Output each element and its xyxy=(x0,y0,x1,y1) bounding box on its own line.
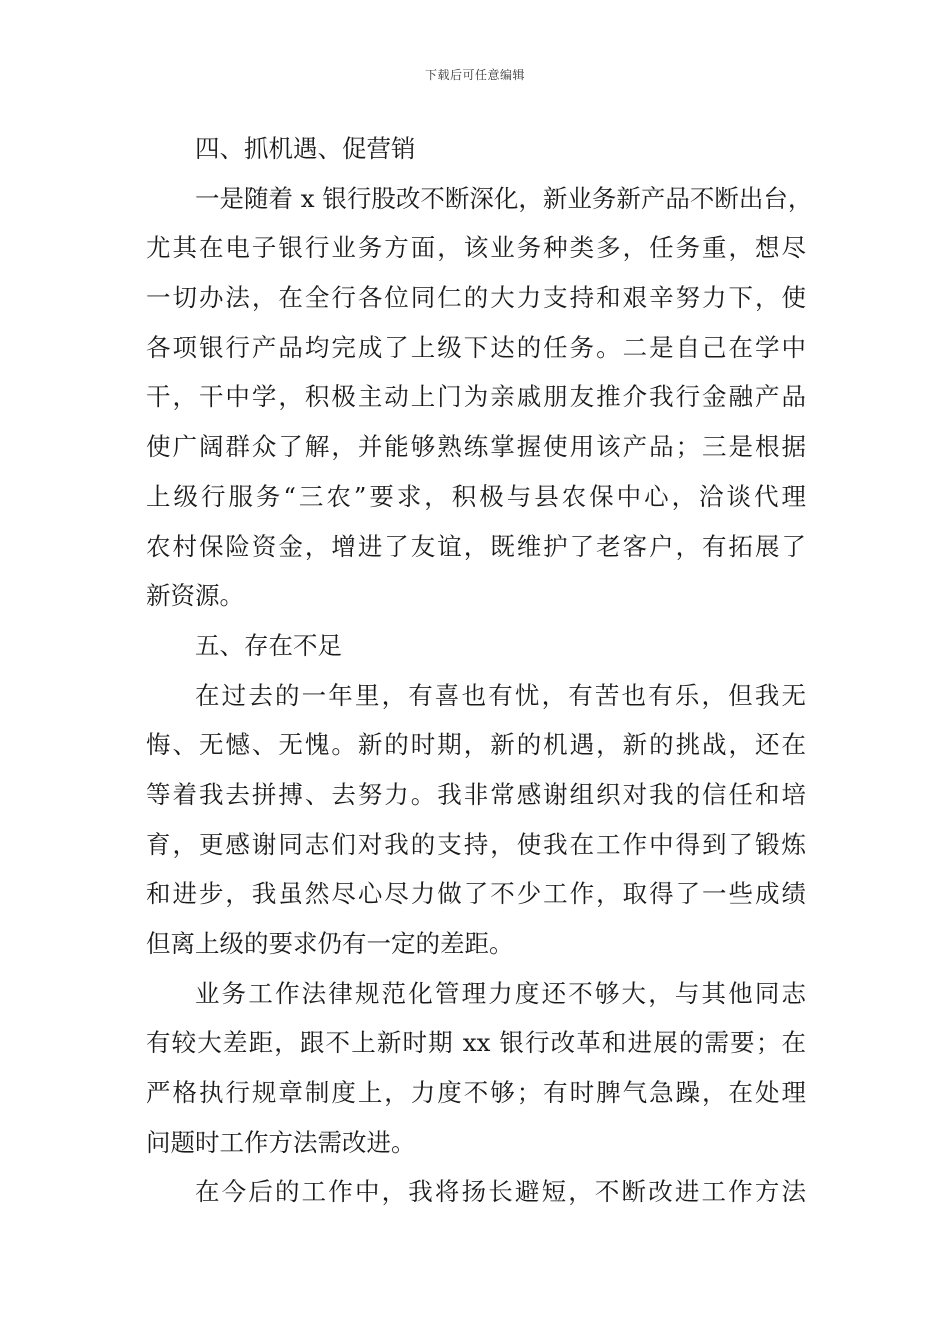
paragraph-line: 使广阔群众了解，并能够熟练掌握使用该产品；三是根据 xyxy=(146,432,806,462)
paragraph-line: 育，更感谢同志们对我的支持，使我在工作中得到了锻炼 xyxy=(146,829,806,859)
paragraph-line: 新资源。 xyxy=(146,581,244,611)
paragraph-line: 在过去的一年里，有喜也有忧，有苦也有乐，但我无 xyxy=(195,680,806,710)
section-heading-4: 四、抓机遇、促营销 xyxy=(195,134,416,163)
paragraph-line: 尤其在电子银行业务方面，该业务种类多，任务重，想尽 xyxy=(146,233,806,263)
document-body xyxy=(146,124,813,1217)
paragraph-line: 在今后的工作中，我将扬长避短，不断改进工作方法 xyxy=(195,1177,806,1207)
paragraph-line: 悔、无憾、无愧。新的时期，新的机遇，新的挑战，还在 xyxy=(146,730,806,760)
paragraph-line: 农村保险资金，增进了友谊，既维护了老客户，有拓展了 xyxy=(146,531,806,561)
paragraph-line: 但离上级的要求仍有一定的差距。 xyxy=(146,929,514,958)
paragraph-line: 和进步，我虽然尽心尽力做了不少工作，取得了一些成绩 xyxy=(146,879,806,909)
paragraph-line: 业务工作法律规范化管理力度还不够大，与其他同志 xyxy=(195,978,806,1008)
paragraph-line: 等着我去拼搏、去努力。我非常感谢组织对我的信任和培 xyxy=(146,779,806,809)
paragraph-line: 严格执行规章制度上，力度不够；有时脾气急躁，在处理 xyxy=(146,1078,806,1108)
paragraph-line: 干，干中学，积极主动上门为亲戚朋友推介我行金融产品 xyxy=(146,382,806,412)
paragraph-line: 有较大差距，跟不上新时期 xx 银行改革和进展的需要；在 xyxy=(146,1028,806,1058)
paragraph-line: 一是随着 x 银行股改不断深化，新业务新产品不断出台， xyxy=(195,183,813,213)
paragraph-line: 各项银行产品均完成了上级下达的任务。二是自己在学中 xyxy=(146,332,806,362)
section-heading-5: 五、存在不足 xyxy=(195,630,342,660)
paragraph-line: 一切办法，在全行各位同仁的大力支持和艰辛努力下，使 xyxy=(146,283,806,313)
paragraph-line: 上级行服务“三农”要求，积极与县农保中心，洽谈代理 xyxy=(146,481,806,511)
header-note: 下载后可任意编辑 xyxy=(424,68,525,82)
paragraph-line: 问题时工作方法需改进。 xyxy=(146,1127,416,1157)
